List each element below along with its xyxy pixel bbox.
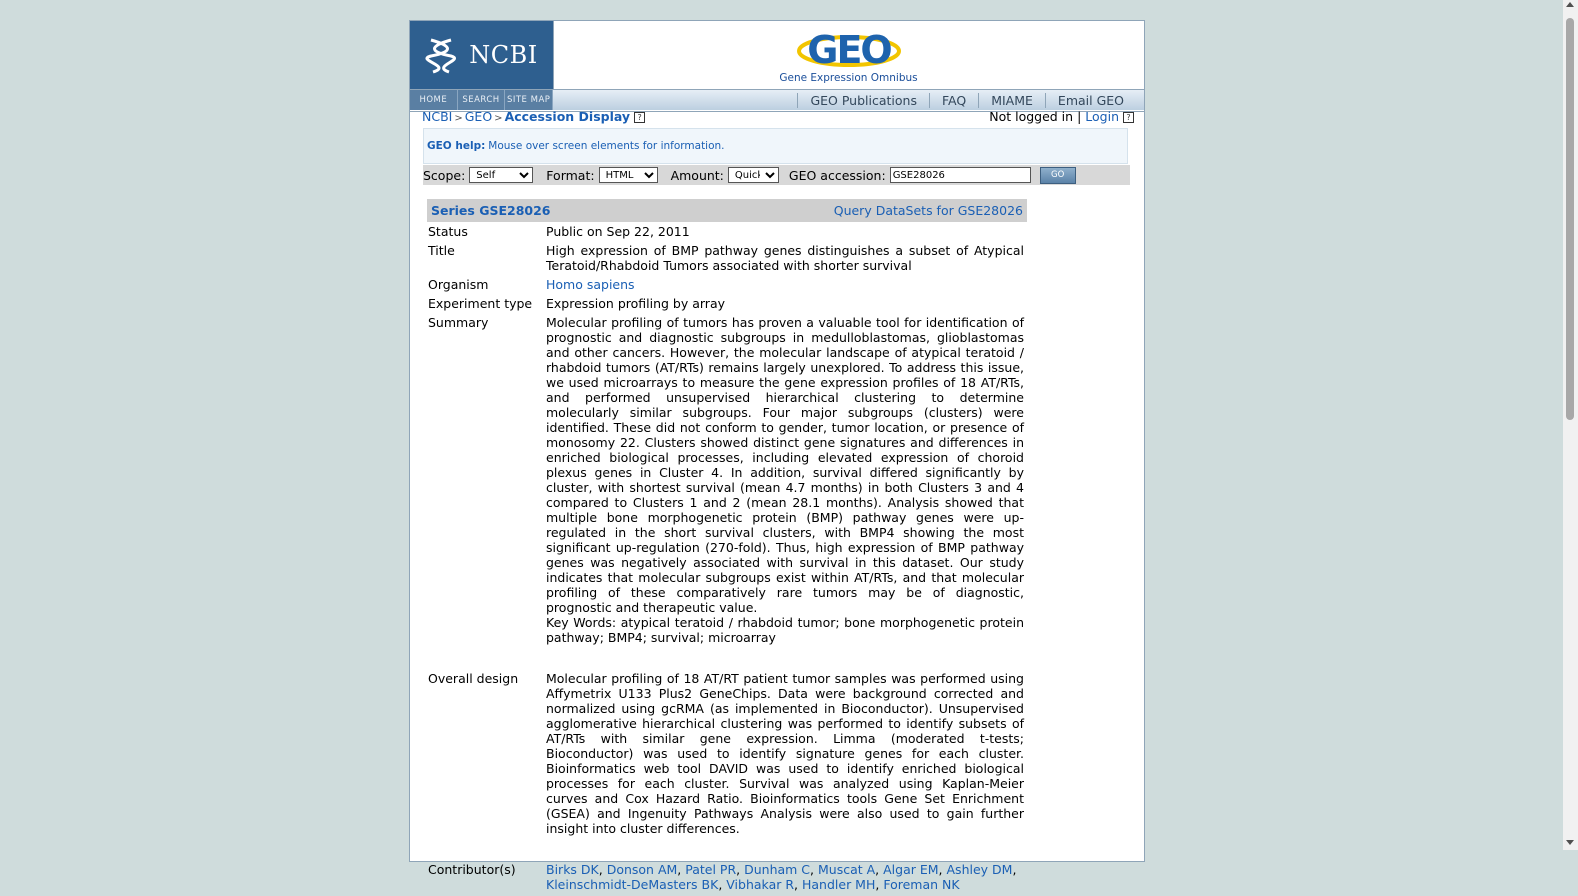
nav-home[interactable]: HOME (410, 90, 458, 110)
vertical-scrollbar[interactable] (1563, 0, 1578, 850)
title-label: Title (428, 243, 455, 258)
amount-label: Amount: (670, 167, 724, 183)
scope-select[interactable] (469, 167, 533, 183)
status-row (428, 224, 1026, 239)
ncbi-logo[interactable] (410, 21, 554, 89)
ncbi-label: NCBI (469, 41, 538, 69)
contributor-separator: , (718, 877, 727, 892)
contributor-link[interactable]: Birks DK (546, 862, 599, 877)
title-row (428, 243, 1026, 273)
breadcrumb-separator: > (454, 113, 463, 124)
contributor-link[interactable]: Algar EM (883, 862, 939, 877)
contributor-link[interactable]: Vibhakar R (726, 877, 795, 892)
accession-label: GEO accession: (788, 167, 886, 183)
accession-input[interactable] (890, 167, 1031, 183)
series-title: Series GSE28026 (431, 203, 551, 218)
breadcrumb-geo[interactable]: GEO (464, 109, 493, 124)
contributor-separator: , (736, 862, 745, 877)
contributor-link[interactable]: Kleinschmidt-DeMasters BK (546, 877, 719, 892)
contributor-link[interactable]: Patel PR (685, 862, 737, 877)
summary-text: Molecular profiling of tumors has proven a valuable tool for identification of prognostic and diagnostic subgroups in medulloblastomas, glioblastomas and other cancers. However, the molecular landscape of atypical teratoid / rhabdoid tumors (AT/RTs) remains largely unexplored. To address this issue, we used microarrays to measure the gene expression profiles of 18 AT/RTs, and performed unsupervised hierarchical clustering to determine molecularly similar subgroups. Four major subgroups (clusters) were identified. These did not conform to gender, tumor location, or presence of monosomy 22. Clusters showed distinct gene signatures and differences in enriched biological processes, including elevated expression of choroid plexus genes in Cluster 4. In addition, survival differed significantly by cluster, with shortest survival (mean 4.7 months) in both Clusters 3 and 4 compared to Clusters 1 and 2 (mean 28.1 months). Analysis showed that multiple bone morphogenetic protein (BMP) pathway genes were up-regulated in the short survival clusters, with BMP4 showing the most significant up-regulation (270-fold). Thus, high expression of BMP pathway genes was negatively associated with survival in this dataset. Our study indicates that molecular subgroups exist within AT/RTs, and that molecular profiling of these comparatively rare tumors may be of diagnostic, prognostic and therapeutic value. (546, 315, 1024, 615)
header (410, 21, 1144, 112)
contributors-row (428, 862, 1026, 892)
help-label: GEO help: (427, 140, 486, 152)
nav-miame[interactable]: MIAME (978, 93, 1045, 108)
geo-help-box (423, 128, 1128, 164)
contributor-link[interactable]: Dunham C (744, 862, 811, 877)
nav-geo-publications[interactable]: GEO Publications (797, 93, 929, 108)
geo-logo[interactable] (553, 21, 1144, 89)
nav-search[interactable]: SEARCH (458, 90, 506, 110)
login-area (989, 109, 1134, 124)
summary-row (428, 315, 1026, 645)
format-select[interactable] (599, 167, 658, 183)
nav-email-geo[interactable]: Email GEO (1045, 93, 1136, 108)
contributor-separator: , (810, 862, 818, 877)
scrollbar-thumb[interactable] (1566, 18, 1574, 420)
contributors-label: Contributor(s) (428, 862, 516, 877)
contributor-separator: , (794, 877, 802, 892)
experiment-type-value: Expression profiling by array (546, 296, 726, 311)
query-controls (423, 165, 1130, 185)
query-datasets-link[interactable]: Query DataSets for GSE28026 (833, 203, 1023, 218)
contributor-separator: , (677, 862, 686, 877)
status-value: Public on Sep 22, 2011 (546, 224, 690, 239)
contributor-link[interactable]: Foreman NK (883, 877, 960, 892)
overall-design-value: Molecular profiling of 18 AT/RT patient tumor samples was performed using Affymetrix U133 Plus2 GeneChips. Data were background corrected and normalized using gcRMA (as implemented in Bioconductor). Unsupervised agglomerative hierarchical clustering was performed to identify subsets of AT/RTs with similar gene expression. Limma (moderated t-tests; Bioconductor) was used to identify signature genes for each cluster. Bioinformatics web tool DAVID was used to identify enriched biological processes for each cluster. Survival was analyzed using Kaplan-Meier curves and Cox Hazard Ratio. Bioinformatics tools Gene Set Enrichment (GSEA) and Ingenuity Pathways Analysis were also used to gain further insight into cluster differences. (546, 671, 1024, 836)
experiment-type-row (428, 296, 1026, 311)
breadcrumb (422, 109, 645, 124)
series-header (427, 199, 1027, 222)
scope-label: Scope: (423, 167, 466, 183)
contributor-separator: , (1012, 862, 1017, 877)
contributor-link[interactable]: Handler MH (801, 877, 876, 892)
nav-faq[interactable]: FAQ (929, 93, 978, 108)
login-separator: | (1077, 109, 1082, 124)
contributor-separator: , (875, 877, 884, 892)
contributor-separator: , (598, 862, 607, 877)
contributor-separator: , (875, 862, 884, 877)
series-details (428, 224, 1026, 896)
contributor-link[interactable]: Muscat A (817, 862, 876, 877)
experiment-type-label: Experiment type (428, 296, 533, 311)
organism-link[interactable]: Homo sapiens (546, 277, 635, 292)
nav-bar (410, 89, 1144, 110)
summary-keywords: Key Words: atypical teratoid / rhabdoid tumor; bone morphogenetic protein pathway; BMP4; survival; microarray (546, 615, 1024, 645)
contributor-link[interactable]: Donson AM (606, 862, 678, 877)
overall-design-label: Overall design (428, 671, 519, 686)
login-help-icon[interactable]: ? (1123, 112, 1134, 123)
nav-site-map[interactable]: SITE MAP (505, 90, 553, 110)
help-icon[interactable]: ? (634, 112, 645, 123)
scroll-down-arrow[interactable] (1566, 840, 1574, 845)
amount-select[interactable] (728, 167, 779, 183)
organism-label: Organism (428, 277, 489, 292)
scroll-up-arrow[interactable] (1566, 2, 1574, 7)
overall-design-row (428, 671, 1026, 836)
title-value: High expression of BMP pathway genes distinguishes a subset of Atypical Teratoid/Rhabdoid Tumors associated with shorter survival (546, 243, 1024, 273)
geo-logo-text: GEO (806, 27, 891, 71)
go-button[interactable]: GO (1040, 167, 1076, 184)
page-title: Accession Display (504, 109, 631, 124)
ncbi-nav (410, 90, 553, 110)
geo-logo-icon (794, 27, 904, 71)
dna-helix-icon (425, 36, 459, 74)
format-label: Format: (546, 167, 595, 183)
contributors-list (546, 862, 1024, 892)
contributor-separator: , (938, 862, 947, 877)
contributor-link[interactable]: Ashley DM (946, 862, 1013, 877)
page-container (409, 20, 1145, 892)
status-label: Status (428, 224, 468, 239)
breadcrumb-separator: > (494, 113, 503, 124)
breadcrumb-ncbi[interactable]: NCBI (422, 109, 453, 124)
login-link[interactable]: Login (1085, 109, 1119, 124)
summary-label: Summary (428, 315, 489, 330)
organism-row (428, 277, 1026, 292)
geo-nav (797, 90, 1136, 110)
help-text: Mouse over screen elements for information. (488, 140, 725, 152)
login-status: Not logged in (989, 109, 1074, 124)
geo-subtitle: Gene Expression Omnibus (779, 71, 918, 84)
